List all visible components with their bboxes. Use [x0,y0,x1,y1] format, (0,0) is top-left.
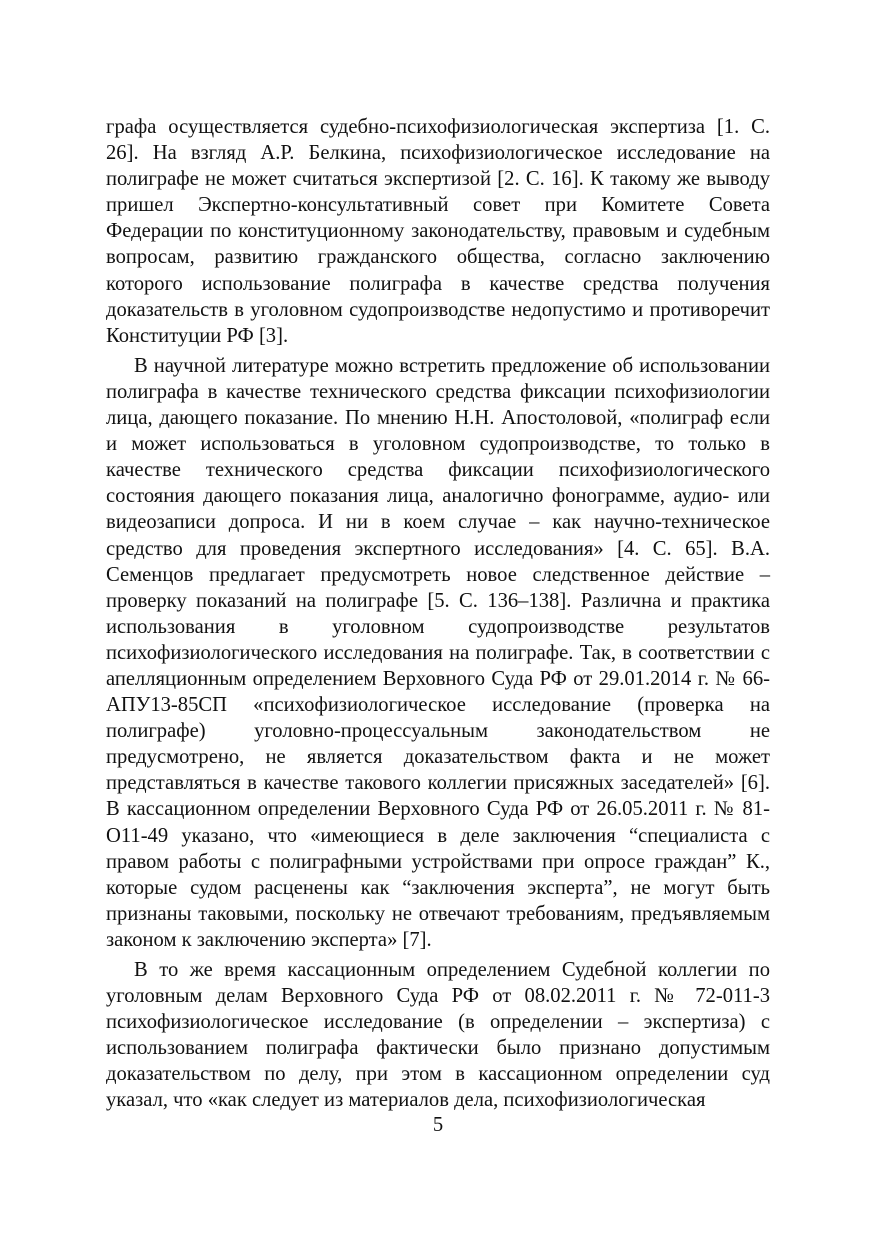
page-number: 5 [432,1114,444,1136]
paragraph-polygraph-literature: В научной литературе можно встретить предложение об использовании полиграфа в качестве технического средства фиксации психофизиологии лица, дающего показание. По мнению Н.Н. Апостоловой, «полиграф если и может использоваться в уголовном судопроизводстве, то только в качестве технического средства фиксации психофизиологического состояния дающего показания лица, аналогично фонограмме, аудио- или видеозаписи допроса. И ни в коем случае – как научно-техническое средство для проведения экспертного исследования» [4. С. 65]. В.А. Семенцов предлагает предусмотреть новое следственное действие – проверку показаний на полиграфе [5. С. 136–138]. Различна и практика использования в уголовном судопроизводстве результатов психофизиологического исследования на полиграфе. Так, в соответствии с апелляционным определением Верховного Суда РФ от 29.01.2014 г. № 66-АПУ13-85СП «психофизиологическое исследование (проверка на полиграфе) уголовно-процессуальным законодательством не предусмотрено, не является доказательством факта и не может представляться в качестве такового коллегии присяжных заседателей» [6]. В кассационном определении Верховного Суда РФ от 26.05.2011 г. № 81-О11-49 указано, что «имеющиеся в деле заключения “специалиста с правом работы с полиграфными устройствами при опросе граждан” К., которые судом расценены как “заключения эксперта”, не могут быть признаны таковыми, поскольку не отвечают требованиям, предъявляемым законом к заключению эксперта» [7]. [106,354,770,951]
paragraph-cassation-ruling: В то же время кассационным определением Судебной коллегии по уголовным делам Верховного Суда РФ от 08.02.2011 г. № 72-011-3 психофизиологическое исследование (в определении – экспертиза) с использованием полиграфа фактически было признано допустимым доказательством по делу, при этом в кассационном определении суд указал, что «как следует из материалов дела, психофизиологическая [106,959,770,1112]
body-text [106,114,770,1114]
paragraph-continuation: графа осуществляется судебно-психофизиологическая экспертиза [1. С. 26]. На взгляд А.Р. Белкина, психофизиологическое исследование на полиграфе не может считаться экспертизой [2. С. 16]. К такому же выводу пришел Экспертно-консультативный совет при Комитете Совета Федерации по конституционному законодательству, правовым и судебным вопросам, развитию гражданского общества, согласно заключению которого использование полиграфа в качестве средства получения доказательств в уголовном судопроизводстве недопустимо и противоречит Конституции РФ [3]. [106,116,770,347]
